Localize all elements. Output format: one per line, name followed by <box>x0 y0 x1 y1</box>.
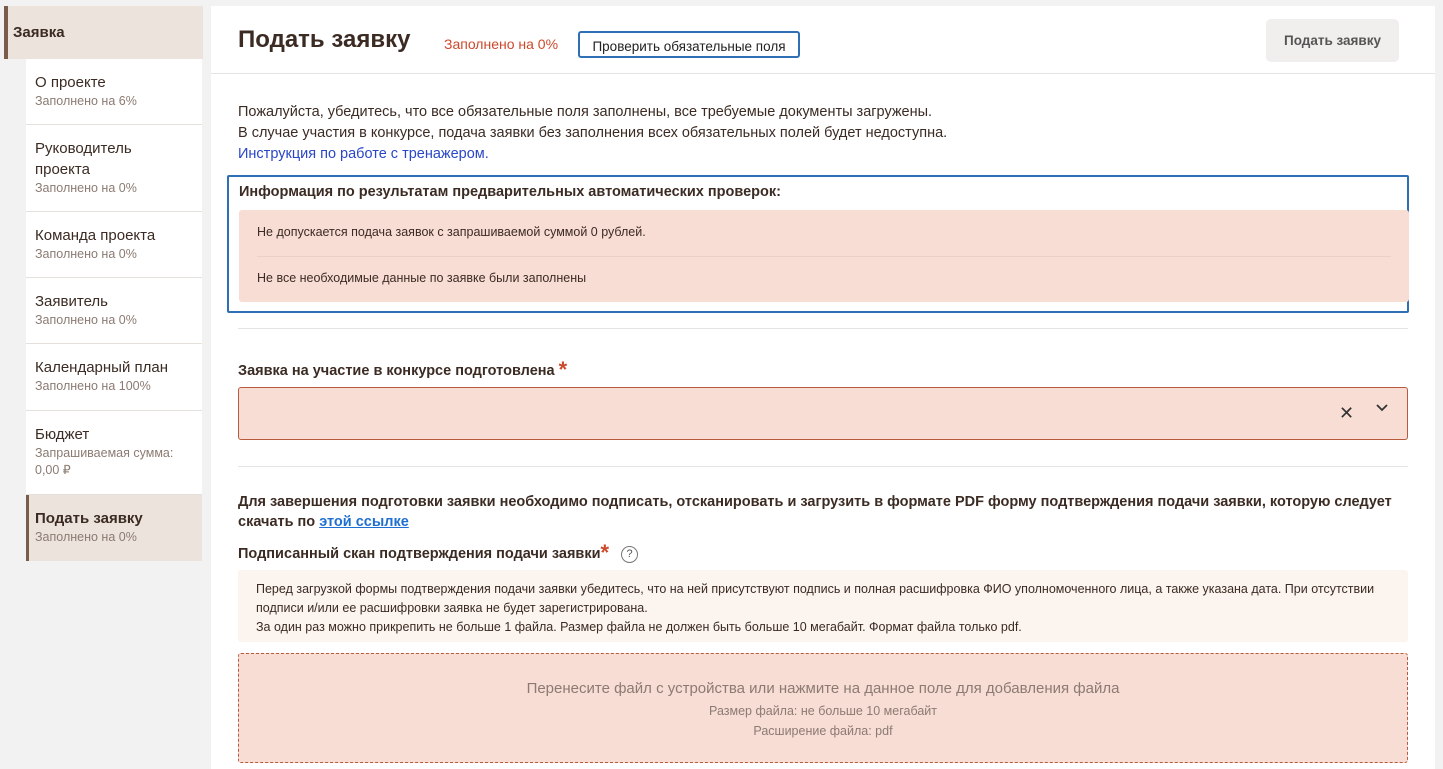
sidebar-item-label: Заявитель <box>35 293 108 310</box>
sidebar-item-project-lead[interactable] <box>26 125 202 212</box>
required-mark: * <box>558 357 568 382</box>
top-bar <box>211 6 1435 74</box>
sidebar-item-about[interactable] <box>26 59 202 125</box>
auto-check-item: Не допускается подача заявок с запрашиваемой суммой 0 рублей. <box>257 225 646 239</box>
submit-button[interactable]: Подать заявку <box>1266 19 1399 62</box>
auto-check-results <box>227 175 1409 313</box>
auto-check-list <box>239 210 1409 302</box>
sidebar-item-label: Подать заявку <box>35 510 143 527</box>
sidebar-item-label: Руководитель проекта <box>35 140 132 178</box>
sidebar-item-label: Календарный план <box>35 359 169 376</box>
intro-text <box>238 102 947 165</box>
required-mark: * <box>600 540 610 565</box>
chevron-down-icon[interactable] <box>1375 401 1389 418</box>
auto-check-item: Не все необходимые данные по заявке были заполнены <box>257 271 587 285</box>
sidebar-item-applicant[interactable] <box>26 278 202 344</box>
upload-note <box>238 570 1408 642</box>
main-panel <box>211 6 1435 769</box>
divider <box>238 328 1408 329</box>
close-icon[interactable]: ✕ <box>1339 403 1355 423</box>
dropzone-ext: Расширение файла: pdf <box>753 724 893 738</box>
sidebar-item-submit[interactable] <box>26 495 202 561</box>
dropzone-text: Перенесите файл с устройства или нажмите на данное поле для добавления файла <box>526 680 1120 697</box>
dropzone-size: Размер файла: не больше 10 мегабайт <box>709 704 937 718</box>
scan-field-label <box>238 538 638 564</box>
progress-status: Заполнено на 0% <box>444 36 559 52</box>
auto-check-title: Информация по результатам предварительных автоматических проверок: <box>239 184 781 200</box>
sidebar-item-label: Команда проекта <box>35 227 156 244</box>
ready-select[interactable] <box>238 387 1408 440</box>
sidebar-item-calendar[interactable] <box>26 344 202 411</box>
sidebar-item-label: О проекте <box>35 74 106 91</box>
sidebar-item-status: Заполнено на 0% <box>35 313 137 327</box>
sidebar-item-status: Заполнено на 0% <box>35 530 137 544</box>
sidebar-item-status: Заполнено на 0% <box>35 247 137 261</box>
intro-line: В случае участия в конкурсе, подача заявки без заполнения всех обязательных полей будет недоступна. <box>238 125 948 141</box>
divider <box>257 256 1391 257</box>
sidebar-item-status: Заполнено на 100% <box>35 379 151 393</box>
sidebar-item-status: Заполнено на 0% <box>35 181 137 195</box>
sidebar-item-label: Бюджет <box>35 426 90 443</box>
file-dropzone[interactable] <box>238 653 1408 763</box>
sidebar-item-status: Заполнено на 6% <box>35 94 137 108</box>
check-required-fields-button[interactable]: Проверить обязательные поля <box>578 31 800 58</box>
divider <box>238 466 1408 467</box>
upload-note-line: За один раз можно прикрепить не больше 1 файла. Размер файла не должен быть больше 10 мегабайт. Формат файла только pdf. <box>256 620 1022 634</box>
page-title: Подать заявку <box>238 26 411 53</box>
upload-note-line: Перед загрузкой формы подтверждения подачи заявки убедитесь, что на ней присутствуют подпись и полная расшифровка ФИО уполномоченного лица, а также указана дата. При отсутствии подписи и/или ее расшифровки заявка не будет зарегистрирована. <box>256 582 1375 615</box>
sidebar-item-budget[interactable] <box>26 411 202 495</box>
ready-field-label-text: Заявка на участие в конкурсе подготовлена <box>238 363 555 379</box>
intro-line: Пожалуйста, убедитесь, что все обязательные поля заполнены, все требуемые документы загружены. <box>238 104 933 120</box>
scan-field-label-text: Подписанный скан подтверждения подачи заявки <box>238 546 601 562</box>
sidebar-header[interactable]: Заявка <box>4 6 203 59</box>
help-icon[interactable]: ? <box>621 546 638 563</box>
ready-field-label <box>238 355 567 381</box>
sidebar-item-status: Запрашиваемая сумма: 0,00 ₽ <box>35 446 174 477</box>
sign-instructions <box>238 492 1408 532</box>
sidebar-item-team[interactable] <box>26 212 202 278</box>
sign-instructions-text: Для завершения подготовки заявки необходимо подписать, отсканировать и загрузить в формате PDF форму подтверждения подачи заявки, которую следует скачать по <box>238 494 1392 530</box>
download-form-link[interactable]: этой ссылке <box>319 514 409 530</box>
instruction-link[interactable]: Инструкция по работе с тренажером. <box>238 146 489 162</box>
